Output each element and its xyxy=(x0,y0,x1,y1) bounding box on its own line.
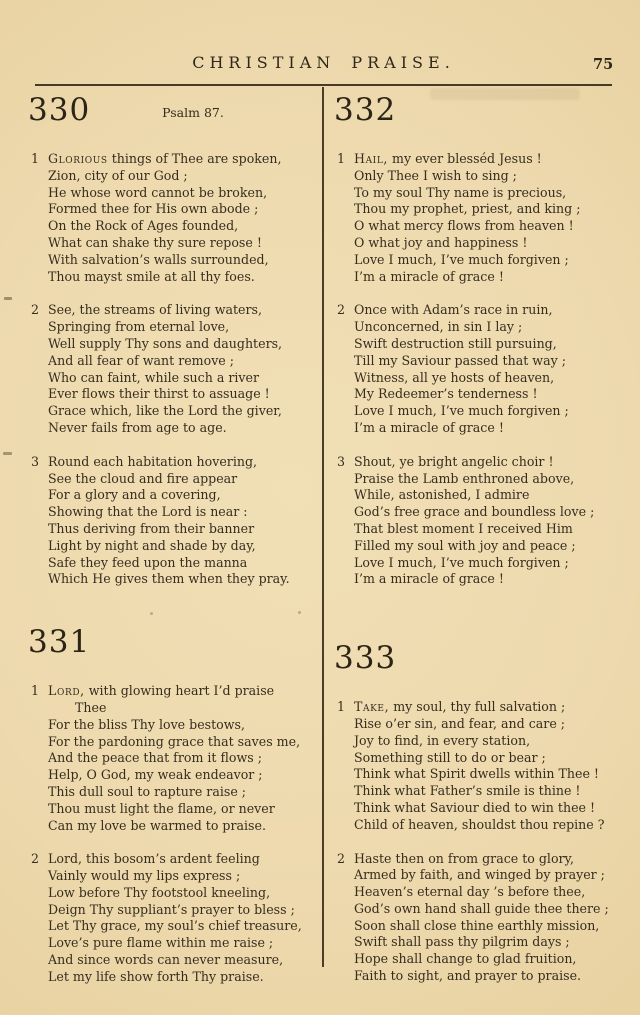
hymn-header xyxy=(28,92,326,134)
verse-line: Grace which, like the Lord the giver, xyxy=(48,403,282,419)
verse-line: He whose word cannot be broken, xyxy=(48,184,268,200)
verse-line: Love’s pure flame within me raise ; xyxy=(48,935,274,951)
verse-line: Rise o’er sin, and fear, and care ; xyxy=(354,715,566,731)
stanza-3 xyxy=(28,454,326,588)
stanza-number: 1 xyxy=(337,699,346,715)
hymn-number: 330 xyxy=(28,92,91,128)
stanza-2 xyxy=(334,851,632,985)
verse-line: Love I much, I’ve much forgiven ; xyxy=(354,403,569,419)
verse-line: See, the streams of living waters, xyxy=(48,302,262,318)
scan-speck xyxy=(150,612,153,615)
hymn-number: 333 xyxy=(334,640,397,677)
stanza-number: 1 xyxy=(31,151,40,166)
stanza-2 xyxy=(28,302,326,436)
stanza-number: 3 xyxy=(31,453,40,469)
hymn-number: 331 xyxy=(28,624,91,661)
verse-line: Think what Saviour died to win thee ! xyxy=(354,799,596,815)
stanza-2 xyxy=(28,851,326,985)
verse-line: O what joy and happiness ! xyxy=(354,234,528,250)
verse-line: Think what Spirit dwells within Thee ! xyxy=(354,766,599,782)
stanza-1 xyxy=(334,699,632,833)
verse-line: Haste then on from grace to glory, xyxy=(354,850,574,866)
verse-line: Springing from eternal love, xyxy=(48,319,230,335)
verse-line: Thou mayst smile at all thy foes. xyxy=(48,268,255,284)
verse-line: Ever flows their thirst to assuage ! xyxy=(48,386,270,402)
scan-speck xyxy=(298,611,301,614)
stanza-number: 1 xyxy=(337,151,346,166)
verse-line: Joy to find, in every station, xyxy=(354,732,531,748)
verse-line: I’m a miracle of grace ! xyxy=(354,419,504,435)
verse-line: O what mercy flows from heaven ! xyxy=(354,218,574,234)
verse-line: Formed thee for His own abode ; xyxy=(48,201,259,217)
right-column xyxy=(334,92,632,985)
verse-line: Shout, ye bright angelic choir ! xyxy=(354,453,554,469)
verse-line: Lord, this bosom’s ardent feeling xyxy=(48,851,260,867)
verse-line: And the peace that from it flows ; xyxy=(48,750,262,766)
verse-line: Once with Adam’s race in ruin, xyxy=(354,302,553,318)
verse-line: Thou my prophet, priest, and king ; xyxy=(354,201,581,217)
verse-line: While, astonished, I admire xyxy=(354,487,530,503)
lead-word: Hail, xyxy=(354,151,389,166)
verse-line: Which He gives them when they pray. xyxy=(48,571,290,587)
stanza-number: 2 xyxy=(31,851,40,867)
verse-line: I’m a miracle of grace ! xyxy=(354,268,504,284)
verse-line: See the cloud and fire appear xyxy=(48,470,238,486)
verse-line: Take, my soul, thy full salvation ; xyxy=(354,699,566,715)
verse-line: Can my love be warmed to praise. xyxy=(48,817,266,833)
stanza-1 xyxy=(28,683,326,834)
lead-word: Take, xyxy=(354,699,390,715)
stanza-2 xyxy=(334,302,632,436)
verse-line: Zion, city of our God ; xyxy=(48,167,188,183)
verse-line: Thou must light the flame, or never xyxy=(48,800,275,816)
verse-line: Soon shall close thine earthly mission, xyxy=(354,917,600,933)
verse-line: Who can faint, while such a river xyxy=(48,369,259,385)
verse-line: Praise the Lamb enthroned above, xyxy=(354,470,575,486)
ink-ghost-smear xyxy=(430,88,580,100)
verse-line: Only Thee I wish to sing ; xyxy=(354,167,517,183)
verse-line: God’s free grace and boundless love ; xyxy=(354,504,595,520)
stanza-1 xyxy=(28,151,326,285)
stanza-1 xyxy=(334,151,632,285)
verse-line: Love I much, I’ve much forgiven ; xyxy=(354,251,569,267)
verse-line: With salvation’s walls surrounded, xyxy=(48,251,269,267)
page-number: 75 xyxy=(593,56,614,73)
verse-line: Armed by faith, and winged by prayer ; xyxy=(354,867,605,883)
verse-line: Never fails from age to age. xyxy=(48,419,227,435)
verse-line: Witness, all ye hosts of heaven, xyxy=(354,369,555,385)
lead-word: Lord, xyxy=(48,683,85,699)
verse-line: On the Rock of Ages founded, xyxy=(48,218,239,234)
hymn-number: 332 xyxy=(334,92,397,128)
verse-line: Filled my soul with joy and peace ; xyxy=(354,537,576,553)
verse-line: Faith to sight, and prayer to praise. xyxy=(354,968,582,984)
verse-line: Think what Father’s smile is thine ! xyxy=(354,783,581,799)
verse-line: Round each habitation hovering, xyxy=(48,453,258,469)
verse-line: Glorious things of Thee are spoken, xyxy=(48,151,282,166)
verse-line: That blest moment I received Him xyxy=(354,520,573,536)
stanza-3 xyxy=(334,454,632,588)
verse-line: What can shake thy sure repose ! xyxy=(48,234,262,250)
stanza-number: 2 xyxy=(337,302,346,318)
header-rule xyxy=(35,84,612,86)
verse-line: God’s own hand shall guide thee there ; xyxy=(354,900,609,916)
verse-line: Low before Thy footstool kneeling, xyxy=(48,884,271,900)
stanza-number: 2 xyxy=(337,850,346,866)
stanza-number: 2 xyxy=(31,302,40,318)
verse-line: Thus deriving from their banner xyxy=(48,520,255,536)
verse-line: Swift destruction still pursuing, xyxy=(354,335,557,351)
verse-line: Till my Saviour passed that way ; xyxy=(354,352,566,368)
verse-line: This dull soul to rapture raise ; xyxy=(48,783,247,799)
hymn-subtitle: Psalm 87. xyxy=(162,105,224,120)
verse-line: Vainly would my lips express ; xyxy=(48,868,241,884)
verse-line: Light by night and shade by day, xyxy=(48,537,256,553)
verse-line: Help, O God, my weak endeavor ; xyxy=(48,767,263,783)
verse-line: Well supply Thy sons and daughters, xyxy=(48,335,283,351)
hymn-header xyxy=(28,624,326,666)
verse-line: For the bliss Thy love bestows, xyxy=(48,716,246,732)
hymn-333 xyxy=(334,640,632,985)
verse-line: Deign Thy suppliant’s prayer to bless ; xyxy=(48,901,295,917)
hymn-header xyxy=(334,640,632,682)
verse-line: Let my life show forth Thy praise. xyxy=(48,968,264,984)
hymn-331 xyxy=(28,624,326,986)
verse-line: Something still to do or bear ; xyxy=(354,749,546,765)
scan-speck xyxy=(3,452,12,455)
hymn-332 xyxy=(334,92,632,588)
verse-line: To my soul Thy name is precious, xyxy=(354,184,567,200)
verse-line: And all fear of want remove ; xyxy=(48,352,235,368)
scan-speck xyxy=(4,297,12,300)
left-column xyxy=(28,92,326,986)
verse-line: For a glory and a covering, xyxy=(48,487,221,503)
verse-line: Showing that the Lord is near : xyxy=(48,504,248,520)
verse-line: Swift shall pass thy pilgrim days ; xyxy=(354,934,570,950)
stanza-number: 1 xyxy=(31,683,40,699)
verse-line: I’m a miracle of grace ! xyxy=(354,571,504,587)
verse-line: Heaven’s eternal day ’s before thee, xyxy=(354,884,586,900)
verse-line: Hope shall change to glad fruition, xyxy=(354,951,577,967)
verse-line: For the pardoning grace that saves me, xyxy=(48,733,301,749)
hymn-330 xyxy=(28,92,326,588)
lead-word: Glorious xyxy=(48,151,108,166)
verse-line: Thee xyxy=(75,699,107,715)
verse-line: Love I much, I’ve much forgiven ; xyxy=(354,554,569,570)
verse-line: Let Thy grace, my soul’s chief treasure, xyxy=(48,918,302,934)
verse-line: My Redeemer’s tenderness ! xyxy=(354,386,538,402)
verse-line: Child of heaven, shouldst thou repine ? xyxy=(354,816,605,832)
verse-line: And since words can never measure, xyxy=(48,952,284,968)
verse-line: Lord, with glowing heart I’d praise xyxy=(48,683,275,699)
verse-line: Safe they feed upon the manna xyxy=(48,554,248,570)
verse-line: Hail, my ever blesséd Jesus ! xyxy=(354,151,542,166)
page-title: CHRISTIAN PRAISE. xyxy=(192,53,455,72)
stanza-number: 3 xyxy=(337,453,346,469)
verse-line: Unconcerned, in sin I lay ; xyxy=(354,319,523,335)
